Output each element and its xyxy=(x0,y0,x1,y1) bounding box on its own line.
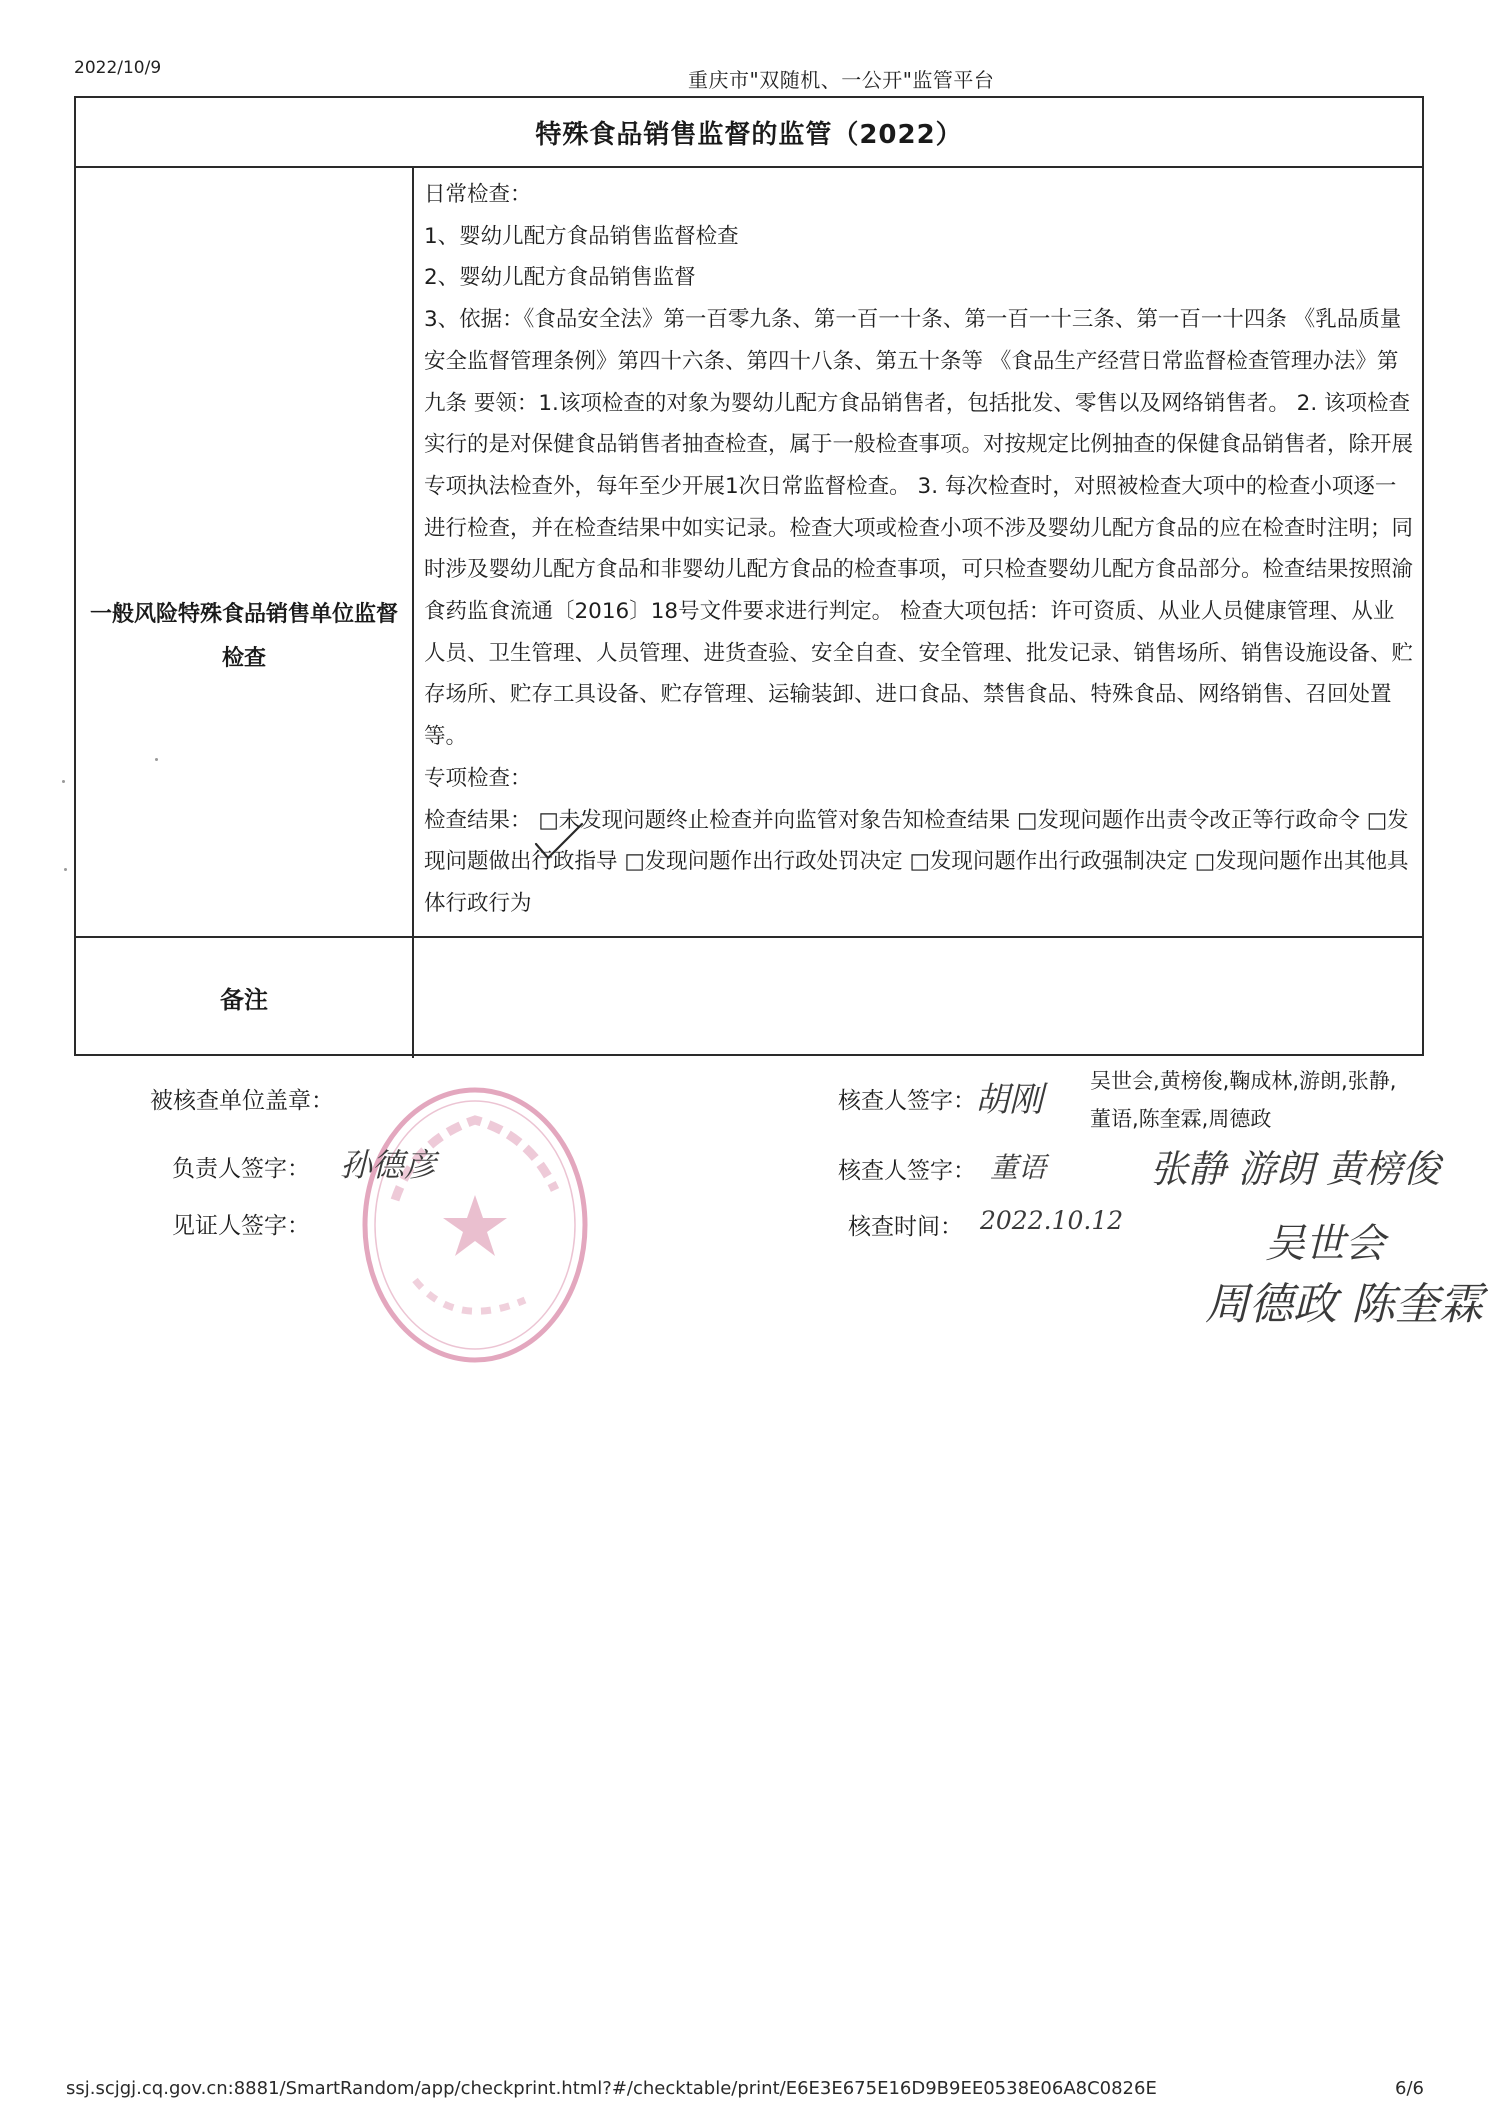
result-option: □发现问题作出行政处罚决定 xyxy=(624,849,903,875)
special-check-heading: 专项检查： xyxy=(424,765,532,791)
inspection-content xyxy=(424,174,1414,925)
result-option: □发现问题做出行政指导 xyxy=(424,807,1409,875)
inspection-time-value: 2022.10.12 xyxy=(980,1206,1124,1235)
inspectors-list: 吴世会,黄榜俊,鞠成林,游朗,张静,董语,陈奎霖,周德政 xyxy=(1090,1069,1397,1131)
form-title: 特殊食品销售监督的监管（2022） xyxy=(76,98,1422,168)
column-divider xyxy=(412,168,414,1058)
content-line: 1、婴幼儿配方食品销售监督检查 xyxy=(424,223,739,249)
result-option: □未发现问题终止检查并向监管对象告知检查结果 xyxy=(538,807,1011,833)
print-date: 2022/10/9 xyxy=(74,58,162,78)
scan-speck xyxy=(155,758,158,761)
remark-label: 备注 xyxy=(220,985,268,1014)
checkmark-icon xyxy=(530,818,590,866)
unit-seal-label: 被核查单位盖章： xyxy=(150,1088,334,1114)
principal-signature: 孙德彦 xyxy=(340,1146,437,1184)
inspection-item-label: 一般风险特殊食品销售单位监督检查 xyxy=(89,602,398,671)
platform-title: 重庆市"双随机、一公开"监管平台 xyxy=(688,68,995,92)
principal-sign-label: 负责人签字： xyxy=(172,1156,310,1182)
result-option: □发现问题作出责令改正等行政命令 xyxy=(1017,807,1360,833)
inspector-signature-2: 董语 xyxy=(990,1151,1047,1184)
check-result-label: 检查结果： xyxy=(424,807,532,833)
daily-check-heading: 日常检查： xyxy=(424,182,532,207)
witness-sign-label: 见证人签字： xyxy=(172,1213,310,1239)
inspector-signature: 胡刚 xyxy=(975,1080,1043,1120)
inspector-handwritten-names: 张静 游朗 黄榜俊 xyxy=(1150,1147,1441,1191)
result-option: □发现问题作出其他具体行政行为 xyxy=(424,849,1409,916)
inspection-time-label: 核查时间： xyxy=(848,1214,963,1240)
scan-speck xyxy=(64,868,67,871)
inspector-handwritten-names-2: 周德政 陈奎霖 xyxy=(1205,1279,1483,1330)
footer-url: ssj.scjgj.cq.gov.cn:8881/SmartRandom/app/checkprint.html?#/checktable/print/E6E3E675E16D9B9EE0538E06A8C0826E xyxy=(66,2078,1157,2099)
scan-speck xyxy=(62,780,65,783)
content-line: 2、婴幼儿配方食品销售监督 xyxy=(424,265,696,291)
remark-value xyxy=(414,938,1424,1056)
result-option: □发现问题作出行政强制决定 xyxy=(909,849,1188,875)
inspector-handwritten-name: 吴世会 xyxy=(1265,1221,1385,1267)
content-line-basis: 3、依据：《食品安全法》第一百零九条、第一百一十条、第一百一十三条、第一百一十四条 《乳品质量安全监督管理条例》第四十六条、第四十八条、第五十条等 《食品生产经营日常监督检查管理办法》第九条 要领：1.该项检查的对象为婴幼儿配方食品销售者，包括批发、零售以及网络销售者。 2. 该项检查实行的是对保健食品销售者抽查检查，属于一般检查事项。对按规定比例抽查的保健食品销售者，除开展专项执法检查外，每年至少开展1次日常监督检查。 3. 每次检查时，对照被检查大项中的检查小项逐一进行检查，并在检查结果中如实记录。检查大项或检查小项不涉及婴幼儿配方食品的应在检查时注明；同时涉及婴幼儿配方食品和非婴幼儿配方食品的检查事项，可只检查婴幼儿配方食品部分。检查结果按照渝食药监食流通〔2016〕18号文件要求进行判定。 检查大项包括：许可资质、从业人员健康管理、从业人员、卫生管理、人员管理、进货查验、安全自查、安全管理、批发记录、销售场所、销售设施设备、贮存场所、贮存工具设备、贮存管理、运输装卸、进口食品、禁售食品、特殊食品、网络销售、召回处置等。 xyxy=(424,307,1414,750)
official-seal-icon xyxy=(355,1080,590,1370)
inspector-sign-label-2: 核查人签字： xyxy=(838,1158,976,1184)
inspector-sign-label: 核查人签字： xyxy=(838,1088,976,1114)
inspection-form-table xyxy=(74,96,1424,1056)
page-number: 6/6 xyxy=(1395,2078,1424,2099)
